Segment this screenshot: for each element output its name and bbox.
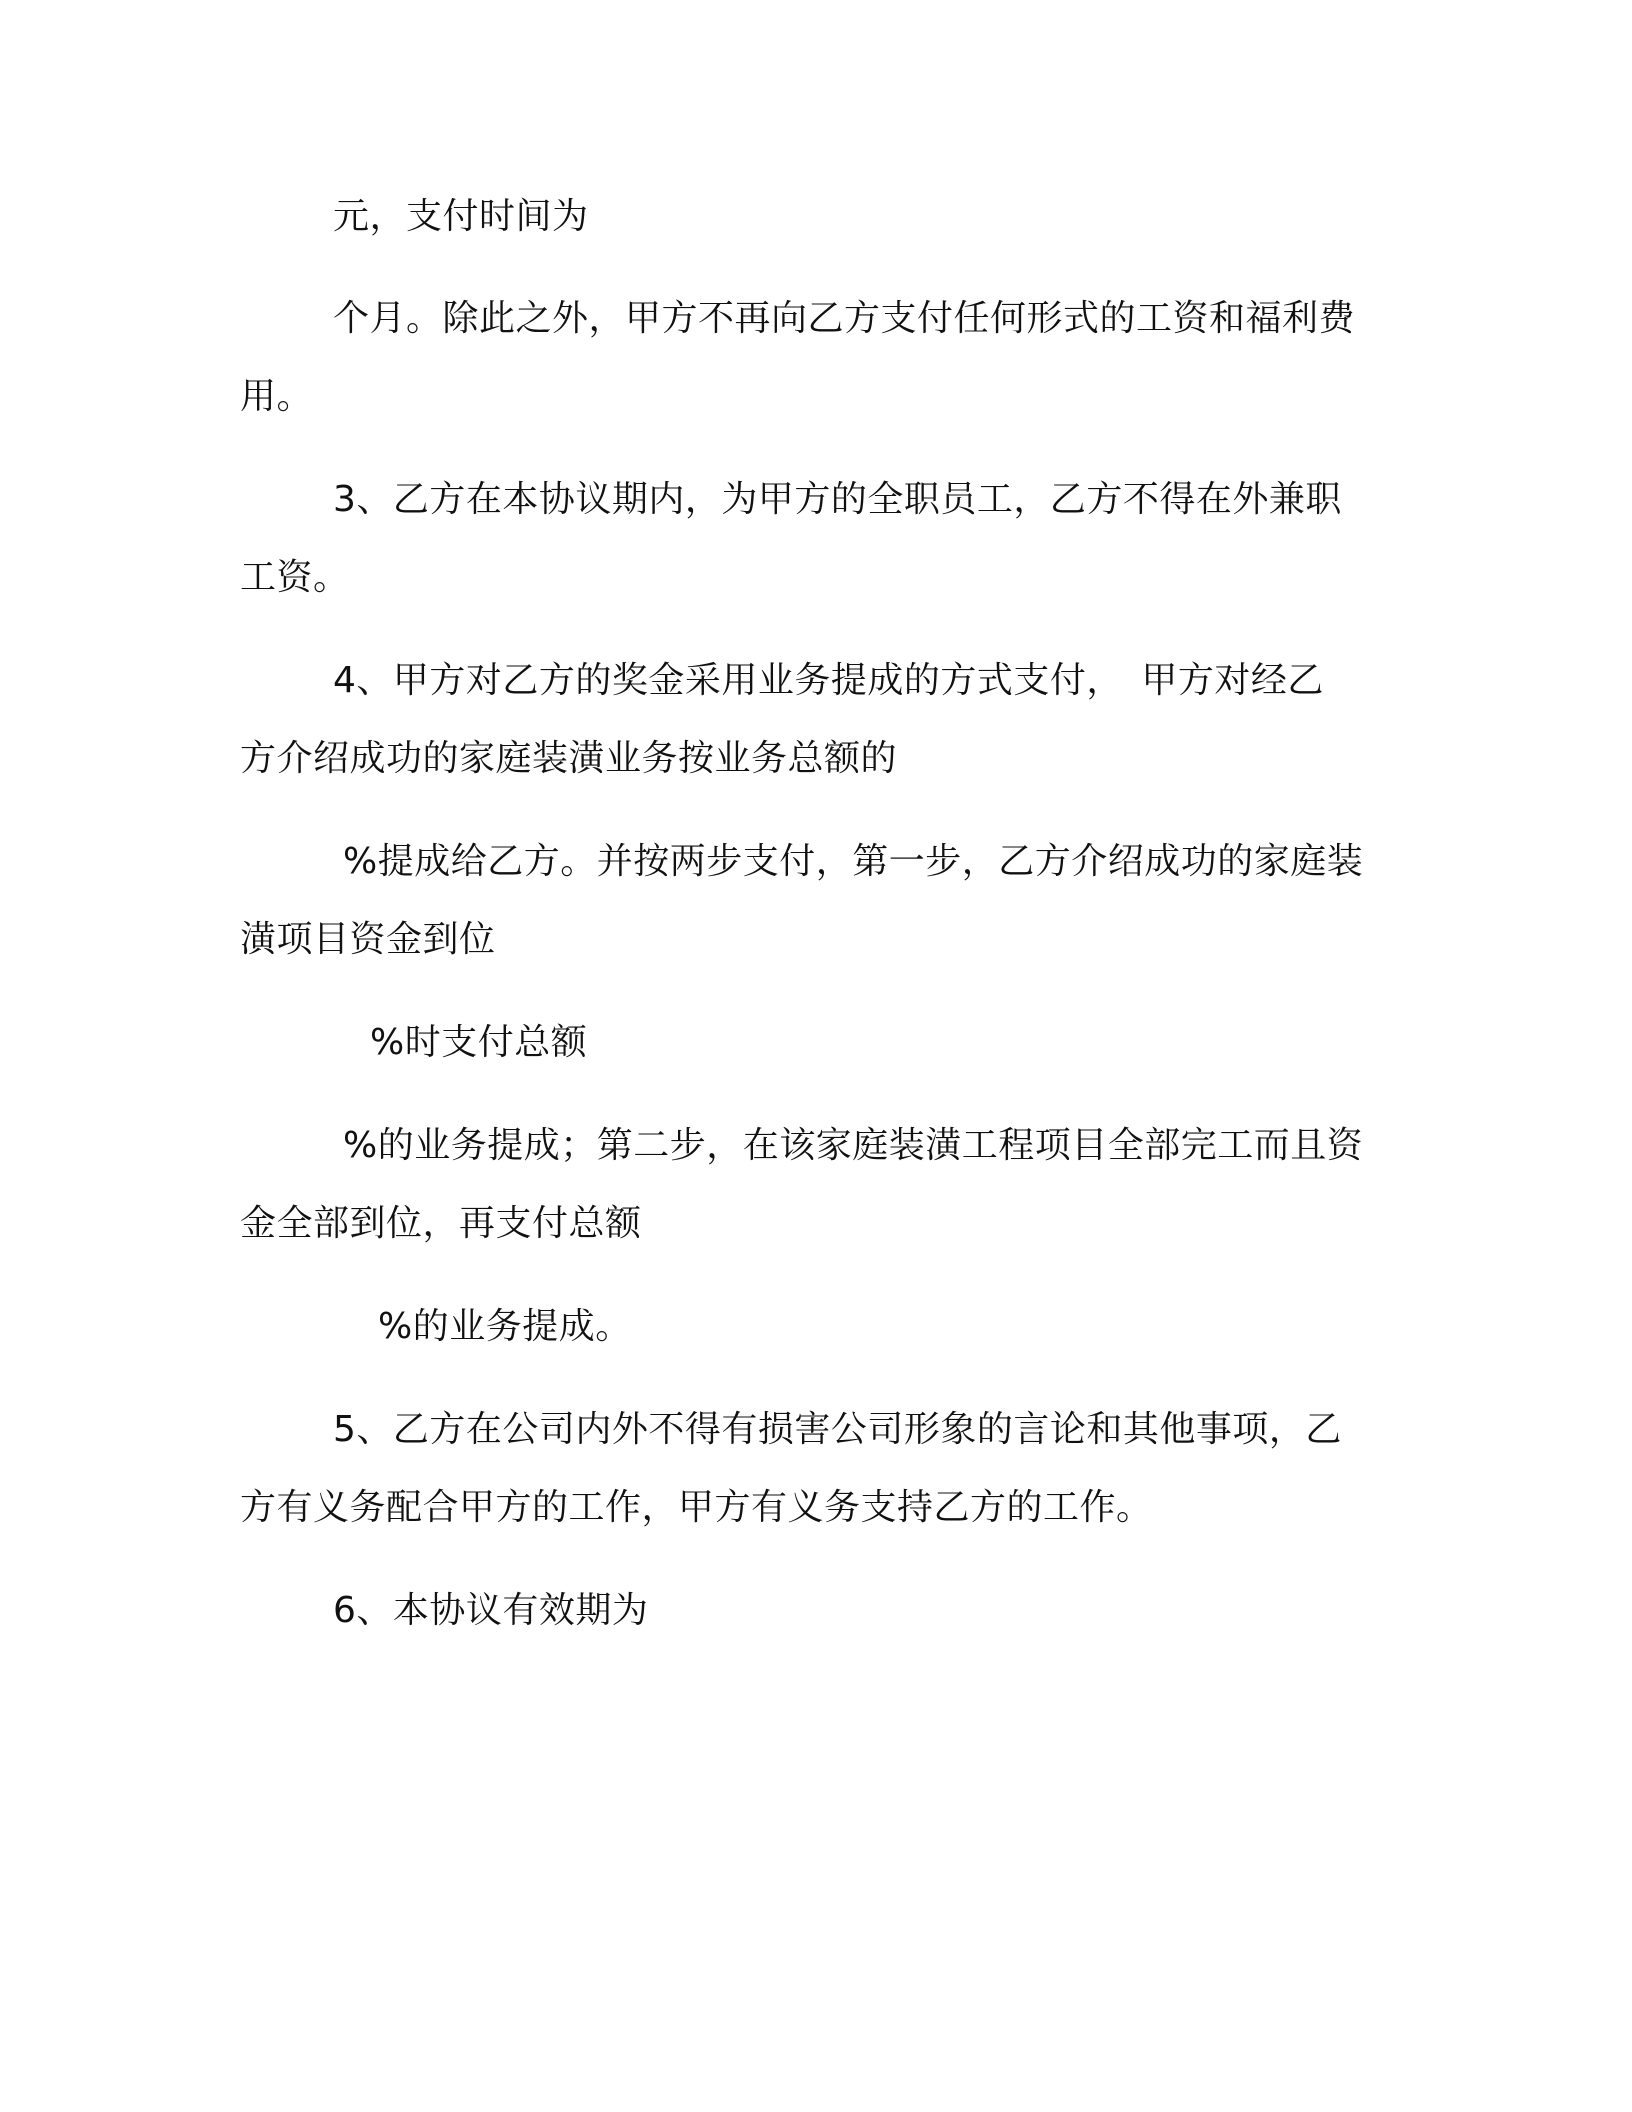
- text-line-13: %的业务提成。: [378, 1306, 632, 1347]
- text-line-5: 工资。: [240, 557, 350, 598]
- text-line-16: 6、本协议有效期为: [333, 1590, 649, 1631]
- text-line-10: %时支付总额: [370, 1022, 588, 1063]
- text-line-15: 方有义务配合甲方的工作，甲方有义务支持乙方的工作。: [240, 1487, 1153, 1528]
- text-line-11: %的业务提成；第二步，在该家庭装潢工程项目全部完工而且资: [343, 1125, 1364, 1166]
- text-line-2: 个月。除此之外，甲方不再向乙方支付任何形式的工资和福利费: [333, 298, 1356, 339]
- text-line-1: 元，支付时间为: [333, 196, 589, 237]
- text-line-14: 5、乙方在公司内外不得有损害公司形象的言论和其他事项，乙: [333, 1409, 1342, 1450]
- text-line-9: 潢项目资金到位: [240, 919, 496, 960]
- text-line-7: 方介绍成功的家庭装潢业务按业务总额的: [240, 738, 898, 779]
- text-line-3: 用。: [240, 376, 314, 417]
- text-line-4: 3、乙方在本协议期内，为甲方的全职员工，乙方不得在外兼职: [333, 479, 1342, 520]
- text-line-6: 4、甲方对乙方的奖金采用业务提成的方式支付， 甲方对经乙: [333, 660, 1324, 701]
- text-line-8: %提成给乙方。并按两步支付，第一步，乙方介绍成功的家庭装: [343, 841, 1364, 882]
- text-line-12: 金全部到位，再支付总额: [240, 1203, 642, 1244]
